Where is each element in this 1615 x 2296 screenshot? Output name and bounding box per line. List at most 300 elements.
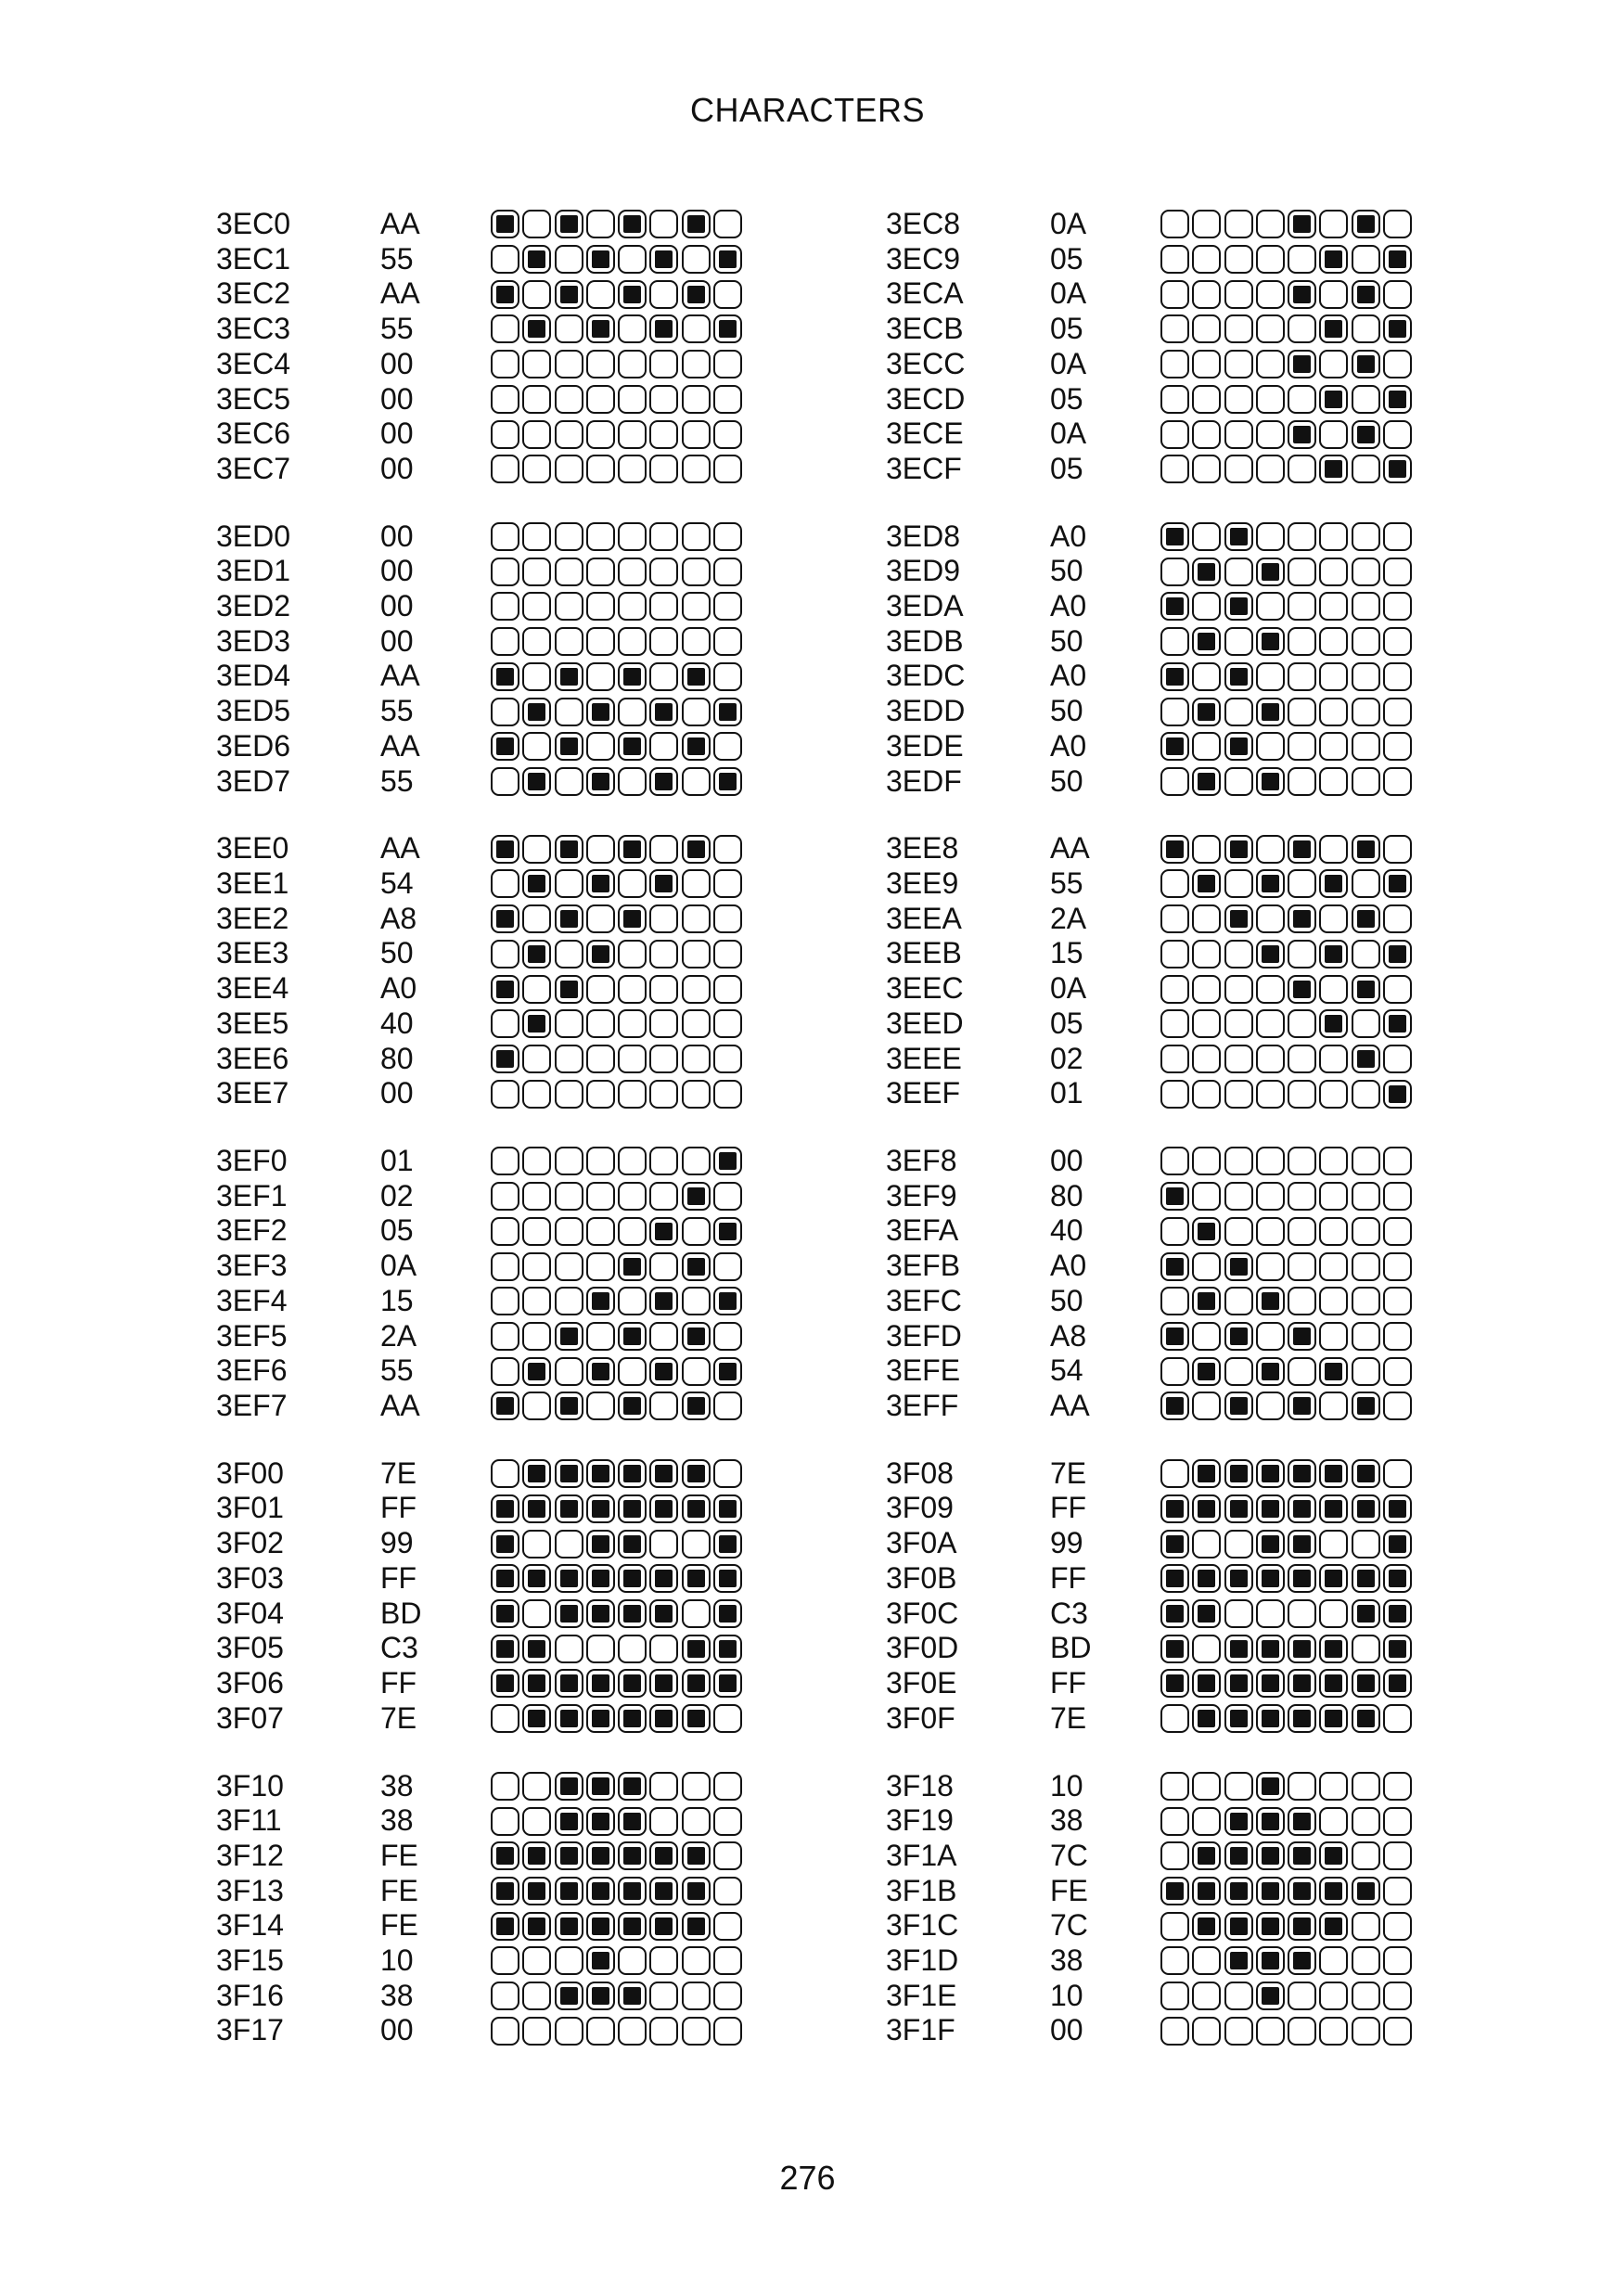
bitmap-row xyxy=(1160,1456,1415,1492)
pixel-on xyxy=(522,698,551,726)
pixel-off xyxy=(555,1530,583,1558)
address: 3ECA xyxy=(886,276,964,311)
pixel-on xyxy=(1256,1494,1285,1523)
pixel-off xyxy=(1288,1182,1316,1211)
char-row xyxy=(886,624,1480,660)
pixel-on xyxy=(555,904,583,933)
pixel-off xyxy=(1352,1322,1380,1351)
pixel-on xyxy=(1192,869,1221,898)
pixel-on xyxy=(1192,1704,1221,1733)
pixel-off xyxy=(1352,1635,1380,1663)
pixel-on xyxy=(586,1287,615,1315)
bitmap-row xyxy=(1160,1526,1415,1561)
hex-value: 40 xyxy=(1050,1213,1083,1248)
pixel-on xyxy=(1160,1322,1189,1351)
pixel-on xyxy=(1352,420,1380,449)
char-block-right xyxy=(886,519,1480,798)
pixel-on xyxy=(522,1704,551,1733)
pixel-off xyxy=(682,1045,711,1073)
pixel-off xyxy=(713,1807,742,1836)
pixel-off xyxy=(682,1147,711,1175)
pixel-off xyxy=(555,767,583,796)
pixel-off xyxy=(1160,245,1189,274)
address: 3F11 xyxy=(216,1803,282,1838)
pixel-off xyxy=(682,1530,711,1558)
pixel-on xyxy=(491,1599,519,1628)
address: 3F0B xyxy=(886,1560,957,1595)
pixel-off xyxy=(649,558,678,586)
bitmap-row xyxy=(491,1979,745,2014)
address: 3EC8 xyxy=(886,207,961,240)
pixel-on xyxy=(1224,1807,1253,1836)
pixel-on xyxy=(713,1217,742,1246)
pixel-off xyxy=(555,245,583,274)
pixel-off xyxy=(682,1772,711,1801)
pixel-off xyxy=(1160,420,1189,449)
hex-value: 55 xyxy=(380,241,414,276)
char-row xyxy=(216,1874,810,1909)
hex-value: 0A xyxy=(1050,346,1087,380)
address: 3EF1 xyxy=(216,1178,288,1212)
pixel-off xyxy=(1319,558,1348,586)
pixel-on xyxy=(1160,1877,1189,1905)
address: 3EE5 xyxy=(216,1006,289,1040)
pixel-on xyxy=(586,1357,615,1386)
pixel-off xyxy=(713,522,742,551)
address: 3EDE xyxy=(886,728,964,763)
pixel-off xyxy=(618,522,647,551)
bitmap-row xyxy=(1160,902,1415,937)
pixel-on xyxy=(1352,904,1380,933)
pixel-on xyxy=(1224,1841,1253,1870)
pixel-on xyxy=(491,1877,519,1905)
address: 3F10 xyxy=(216,1768,284,1802)
pixel-on xyxy=(1288,1841,1316,1870)
pixel-off xyxy=(618,2017,647,2046)
address: 3EF2 xyxy=(216,1213,288,1248)
hex-value: 55 xyxy=(380,694,414,728)
pixel-off xyxy=(1352,1147,1380,1175)
pixel-off xyxy=(1160,2017,1189,2046)
pixel-off xyxy=(1383,522,1412,551)
pixel-off xyxy=(586,662,615,691)
pixel-off xyxy=(1256,732,1285,761)
address: 3F0D xyxy=(886,1631,959,1665)
char-row xyxy=(216,1249,810,1284)
pixel-on xyxy=(1319,245,1348,274)
pixel-on xyxy=(1383,245,1412,274)
pixel-on xyxy=(1160,732,1189,761)
pixel-off xyxy=(522,1530,551,1558)
pixel-off xyxy=(555,940,583,968)
bitmap-row xyxy=(1160,1631,1415,1666)
bitmap-row xyxy=(1160,1076,1415,1111)
pixel-on xyxy=(1224,1459,1253,1488)
pixel-on xyxy=(618,1564,647,1593)
pixel-off xyxy=(1160,1287,1189,1315)
pixel-on xyxy=(1224,1704,1253,1733)
hex-value: 00 xyxy=(380,346,414,380)
pixel-on xyxy=(1352,975,1380,1004)
char-row xyxy=(886,1491,1480,1526)
pixel-off xyxy=(1160,1357,1189,1386)
pixel-off xyxy=(618,455,647,483)
pixel-off xyxy=(1192,1946,1221,1975)
hex-value: 0A xyxy=(1050,207,1087,240)
pixel-on xyxy=(555,1564,583,1593)
pixel-on xyxy=(713,1287,742,1315)
pixel-off xyxy=(713,1080,742,1109)
pixel-on xyxy=(522,767,551,796)
pixel-off xyxy=(1288,767,1316,796)
hex-value: FE xyxy=(1050,1873,1088,1907)
pixel-off xyxy=(491,1946,519,1975)
pixel-on xyxy=(1288,1494,1316,1523)
hex-value: 00 xyxy=(380,451,414,485)
pixel-on xyxy=(1319,455,1348,483)
pixel-on xyxy=(1383,869,1412,898)
hex-value: 00 xyxy=(380,417,414,451)
bitmap-row xyxy=(1160,452,1415,487)
pixel-off xyxy=(1352,1912,1380,1941)
pixel-off xyxy=(682,975,711,1004)
char-row xyxy=(886,764,1480,800)
address: 3ED2 xyxy=(216,589,291,623)
pixel-on xyxy=(1352,1877,1380,1905)
char-row xyxy=(216,624,810,660)
bitmap-row xyxy=(491,1597,745,1632)
hex-value: FF xyxy=(1050,1560,1087,1595)
pixel-off xyxy=(713,1912,742,1941)
char-row xyxy=(216,1908,810,1943)
pixel-off xyxy=(586,385,615,414)
pixel-off xyxy=(1352,1182,1380,1211)
pixel-off xyxy=(1160,975,1189,1004)
char-row xyxy=(886,1979,1480,2014)
pixel-off xyxy=(1383,1841,1412,1870)
hex-value: 00 xyxy=(380,381,414,416)
pixel-off xyxy=(1224,698,1253,726)
pixel-on xyxy=(1160,1182,1189,1211)
bitmap-row xyxy=(1160,659,1415,694)
pixel-off xyxy=(1160,1009,1189,1038)
char-row xyxy=(216,1491,810,1526)
pixel-on xyxy=(491,662,519,691)
bitmap-row xyxy=(491,1213,745,1249)
pixel-on xyxy=(1256,869,1285,898)
pixel-off xyxy=(555,1635,583,1663)
char-row xyxy=(216,971,810,1007)
char-block-right xyxy=(886,1456,1480,1735)
pixel-off xyxy=(522,975,551,1004)
char-block-left xyxy=(216,519,810,798)
hex-value: AA xyxy=(1050,1388,1090,1422)
pixel-off xyxy=(713,1772,742,1801)
char-row xyxy=(216,1076,810,1111)
pixel-on xyxy=(1352,1669,1380,1698)
pixel-on xyxy=(649,1877,678,1905)
pixel-on xyxy=(1192,1459,1221,1488)
pixel-off xyxy=(1288,1982,1316,2010)
pixel-off xyxy=(522,1182,551,1211)
pixel-off xyxy=(491,767,519,796)
pixel-off xyxy=(555,455,583,483)
pixel-on xyxy=(649,1841,678,1870)
bitmap-row xyxy=(1160,347,1415,382)
pixel-off xyxy=(618,314,647,343)
pixel-off xyxy=(1288,245,1316,274)
pixel-off xyxy=(1319,210,1348,238)
pixel-on xyxy=(1288,1946,1316,1975)
hex-value: A0 xyxy=(1050,589,1087,623)
pixel-on xyxy=(491,1045,519,1073)
char-row xyxy=(216,276,810,312)
pixel-on xyxy=(586,869,615,898)
char-row xyxy=(886,242,1480,277)
pixel-on xyxy=(618,1877,647,1905)
pixel-on xyxy=(649,1564,678,1593)
char-row xyxy=(886,417,1480,452)
hex-value: A0 xyxy=(1050,519,1087,553)
pixel-off xyxy=(1288,522,1316,551)
pixel-on xyxy=(586,1599,615,1628)
pixel-on xyxy=(649,245,678,274)
pixel-off xyxy=(1256,1009,1285,1038)
pixel-off xyxy=(1224,420,1253,449)
pixel-on xyxy=(1224,1252,1253,1281)
pixel-off xyxy=(682,1287,711,1315)
pixel-off xyxy=(522,1322,551,1351)
hex-value: 01 xyxy=(1050,1076,1083,1110)
address: 3EDB xyxy=(886,623,964,658)
hex-value: 00 xyxy=(380,1076,414,1110)
bitmap-row xyxy=(491,729,745,764)
pixel-off xyxy=(713,869,742,898)
pixel-on xyxy=(1256,1287,1285,1315)
hex-value: AA xyxy=(380,659,420,693)
address: 3EFC xyxy=(886,1283,962,1317)
pixel-on xyxy=(1383,1564,1412,1593)
char-row xyxy=(216,1284,810,1319)
address: 3EF6 xyxy=(216,1353,288,1388)
pixel-off xyxy=(713,835,742,864)
pixel-on xyxy=(555,662,583,691)
pixel-on xyxy=(682,280,711,309)
pixel-off xyxy=(555,314,583,343)
pixel-off xyxy=(1192,1182,1221,1211)
pixel-on xyxy=(713,1635,742,1663)
pixel-on xyxy=(586,1912,615,1941)
pixel-off xyxy=(1224,455,1253,483)
pixel-off xyxy=(1319,1287,1348,1315)
pixel-on xyxy=(618,662,647,691)
pixel-off xyxy=(1224,1530,1253,1558)
pixel-off xyxy=(1192,732,1221,761)
pixel-on xyxy=(1224,732,1253,761)
hex-value: AA xyxy=(380,1388,420,1422)
pixel-off xyxy=(1383,1982,1412,2010)
hex-value: 00 xyxy=(380,623,414,658)
pixel-off xyxy=(1352,1009,1380,1038)
pixel-off xyxy=(1288,592,1316,621)
pixel-off xyxy=(1256,314,1285,343)
pixel-off xyxy=(649,627,678,656)
bitmap-row xyxy=(1160,1007,1415,1042)
pixel-off xyxy=(522,420,551,449)
pixel-off xyxy=(1319,1982,1348,2010)
hex-value: 7E xyxy=(1050,1456,1087,1490)
hex-value: 15 xyxy=(380,1283,414,1317)
address: 3EE3 xyxy=(216,936,289,970)
pixel-off xyxy=(1319,904,1348,933)
hex-value: 38 xyxy=(380,1803,414,1838)
hex-value: 7E xyxy=(380,1700,417,1735)
pixel-off xyxy=(1160,455,1189,483)
char-row xyxy=(216,519,810,555)
char-row xyxy=(886,902,1480,937)
bitmap-row xyxy=(491,1491,745,1526)
pixel-on xyxy=(618,1530,647,1558)
bitmap-row xyxy=(491,1908,745,1943)
pixel-off xyxy=(1224,1217,1253,1246)
pixel-on xyxy=(1319,314,1348,343)
char-row xyxy=(886,589,1480,624)
char-row xyxy=(886,382,1480,417)
pixel-off xyxy=(618,385,647,414)
address: 3EFB xyxy=(886,1249,961,1283)
pixel-off xyxy=(649,662,678,691)
pixel-on xyxy=(1319,1564,1348,1593)
pixel-off xyxy=(1224,2017,1253,2046)
pixel-off xyxy=(1160,1080,1189,1109)
pixel-on xyxy=(1224,835,1253,864)
pixel-off xyxy=(649,1182,678,1211)
bitmap-row xyxy=(1160,1284,1415,1319)
pixel-off xyxy=(713,1182,742,1211)
address: 3ED7 xyxy=(216,763,291,798)
address: 3F14 xyxy=(216,1908,284,1943)
address: 3EC2 xyxy=(216,276,291,311)
pixel-off xyxy=(1288,314,1316,343)
char-row xyxy=(886,1389,1480,1424)
pixel-on xyxy=(1288,1669,1316,1698)
pixel-on xyxy=(1319,1841,1348,1870)
pixel-on xyxy=(618,732,647,761)
char-row xyxy=(216,1007,810,1042)
address: 3F15 xyxy=(216,1943,284,1977)
pixel-off xyxy=(682,698,711,726)
pixel-off xyxy=(618,558,647,586)
bitmap-row xyxy=(491,866,745,902)
pixel-off xyxy=(1256,1182,1285,1211)
pixel-off xyxy=(649,940,678,968)
bitmap-row xyxy=(491,936,745,971)
pixel-off xyxy=(522,1147,551,1175)
pixel-off xyxy=(682,2017,711,2046)
bitmap-row xyxy=(1160,417,1415,452)
pixel-off xyxy=(522,627,551,656)
char-row xyxy=(216,1701,810,1737)
pixel-on xyxy=(1319,1009,1348,1038)
address: 3ECF xyxy=(886,451,962,485)
bitmap-row xyxy=(1160,1943,1415,1979)
pixel-off xyxy=(1352,314,1380,343)
bitmap-row xyxy=(491,1353,745,1389)
address: 3F02 xyxy=(216,1526,284,1560)
address: 3EFD xyxy=(886,1318,962,1353)
pixel-on xyxy=(618,1807,647,1836)
pixel-off xyxy=(1192,1635,1221,1663)
pixel-off xyxy=(1160,1704,1189,1733)
char-row xyxy=(886,1666,1480,1701)
pixel-on xyxy=(682,210,711,238)
pixel-off xyxy=(1319,1045,1348,1073)
pixel-off xyxy=(1160,1912,1189,1941)
pixel-off xyxy=(1256,280,1285,309)
bitmap-row xyxy=(491,1769,745,1804)
pixel-off xyxy=(1352,940,1380,968)
hex-value: FF xyxy=(380,1491,417,1525)
hex-value: 05 xyxy=(1050,381,1083,416)
pixel-off xyxy=(1224,350,1253,378)
pixel-on xyxy=(555,1877,583,1905)
address: 3EF5 xyxy=(216,1318,288,1353)
pixel-off xyxy=(1160,280,1189,309)
pixel-off xyxy=(522,1946,551,1975)
pixel-off xyxy=(586,522,615,551)
address: 3ED1 xyxy=(216,554,291,588)
pixel-off xyxy=(649,975,678,1004)
pixel-off xyxy=(1319,350,1348,378)
pixel-off xyxy=(586,1635,615,1663)
pixel-off xyxy=(1256,385,1285,414)
address: 3F1B xyxy=(886,1873,957,1907)
pixel-on xyxy=(491,280,519,309)
pixel-on xyxy=(1224,1669,1253,1698)
pixel-off xyxy=(618,1009,647,1038)
pixel-off xyxy=(713,1252,742,1281)
pixel-on xyxy=(1256,627,1285,656)
pixel-off xyxy=(1352,1287,1380,1315)
bitmap-row xyxy=(491,1874,745,1909)
char-row xyxy=(886,312,1480,347)
pixel-off xyxy=(491,385,519,414)
hex-value: A0 xyxy=(1050,1249,1087,1283)
pixel-off xyxy=(491,1217,519,1246)
bitmap-row xyxy=(1160,1389,1415,1424)
address: 3F0E xyxy=(886,1665,957,1700)
pixel-on xyxy=(522,1009,551,1038)
bitmap-row xyxy=(1160,1179,1415,1214)
bitmap-row xyxy=(491,1179,745,1214)
pixel-off xyxy=(1383,767,1412,796)
pixel-on xyxy=(618,1982,647,2010)
pixel-off xyxy=(491,627,519,656)
pixel-off xyxy=(713,904,742,933)
pixel-off xyxy=(555,1009,583,1038)
hex-value: 80 xyxy=(380,1041,414,1075)
pixel-on xyxy=(1288,350,1316,378)
pixel-off xyxy=(1383,1217,1412,1246)
pixel-on xyxy=(586,1564,615,1593)
pixel-on xyxy=(1383,314,1412,343)
char-row xyxy=(886,347,1480,382)
pixel-on xyxy=(618,1704,647,1733)
pixel-off xyxy=(649,455,678,483)
char-row xyxy=(216,1597,810,1632)
address: 3EF8 xyxy=(886,1144,957,1178)
pixel-off xyxy=(682,1080,711,1109)
